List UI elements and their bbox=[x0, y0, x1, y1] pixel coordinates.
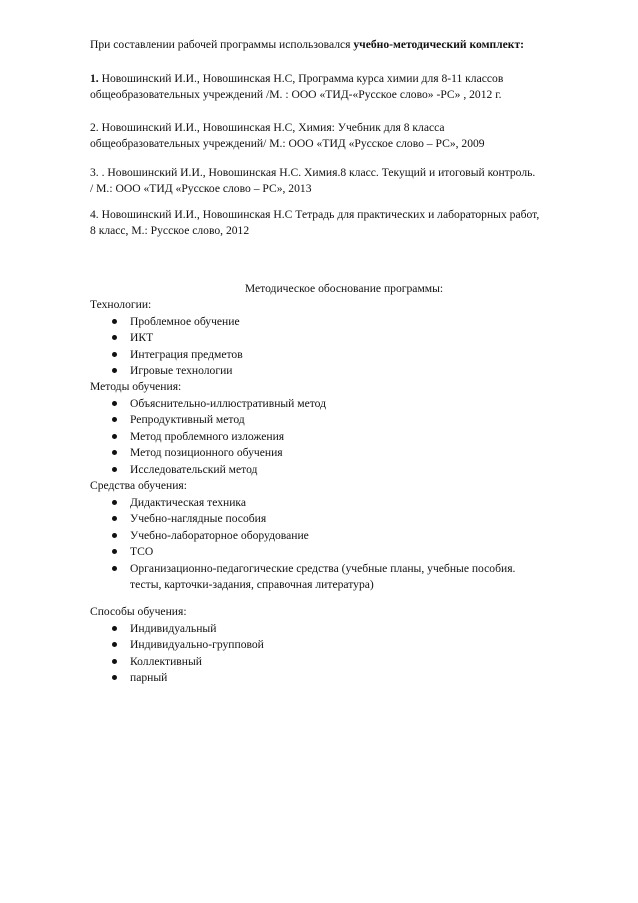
reference-1-line-1: 1. Новошинский И.И., Новошинская Н.С, Программа курса химии для 8-11 классов bbox=[90, 72, 504, 85]
ways-list bbox=[90, 621, 620, 687]
technologies-section bbox=[90, 297, 620, 380]
methods-section bbox=[90, 379, 620, 478]
list-item: Интеграция предметов bbox=[90, 347, 620, 364]
list-item: Метод позиционного обучения bbox=[90, 445, 620, 462]
reference-3-line-1: 3. . Новошинский И.И., Новошинская Н.С. Химия.8 класс. Текущий и итоговый контроль. bbox=[90, 166, 536, 179]
reference-4-line-2: 8 класс, М.: Русское слово, 2012 bbox=[90, 224, 250, 237]
list-item: парный bbox=[90, 670, 620, 687]
means-list bbox=[90, 495, 620, 594]
methods-title: Методы обучения: bbox=[90, 380, 182, 393]
reference-4-number: 4. bbox=[90, 208, 99, 221]
bullet-icon bbox=[112, 549, 117, 554]
reference-1-number: 1. bbox=[90, 72, 99, 85]
bullet-icon bbox=[112, 626, 117, 631]
reference-1-line-2: общеобразовательных учреждений /М. : ООО «ТИД-«Русское слово» -РС» , 2012 г. bbox=[90, 88, 502, 101]
intro-line bbox=[90, 37, 610, 53]
list-item: Исследовательский метод bbox=[90, 462, 620, 479]
bullet-icon bbox=[112, 368, 117, 373]
list-item: ТСО bbox=[90, 544, 620, 561]
bullet-icon bbox=[112, 417, 117, 422]
bullet-icon bbox=[112, 450, 117, 455]
list-item: Коллективный bbox=[90, 654, 620, 671]
list-item: Проблемное обучение bbox=[90, 314, 620, 331]
bullet-icon bbox=[112, 659, 117, 664]
intro-bold: учебно-методический комплект: bbox=[353, 38, 525, 51]
bullet-icon bbox=[112, 335, 117, 340]
bullet-icon bbox=[112, 434, 117, 439]
list-item: Индивидуальный bbox=[90, 621, 620, 638]
list-item: Индивидуально-групповой bbox=[90, 637, 620, 654]
ways-section bbox=[90, 604, 620, 687]
means-title: Средства обучения: bbox=[90, 479, 187, 492]
bullet-icon bbox=[112, 675, 117, 680]
list-item: ИКТ bbox=[90, 330, 620, 347]
bullet-icon bbox=[112, 566, 117, 571]
reference-3-line-2: / М.: ООО «ТИД «Русское слово – РС», 2013 bbox=[90, 182, 312, 195]
section-heading: Методическое обоснование программы: bbox=[244, 282, 444, 295]
ways-title: Способы обучения: bbox=[90, 605, 187, 618]
list-item: Репродуктивный метод bbox=[90, 412, 620, 429]
list-item: Метод проблемного изложения bbox=[90, 429, 620, 446]
reference-2-line-2: общеобразовательных учреждений/ М.: ООО «ТИД «Русское слово – РС», 2009 bbox=[90, 137, 485, 150]
bullet-icon bbox=[112, 500, 117, 505]
technologies-title: Технологии: bbox=[90, 298, 152, 311]
list-item: Организационно-педагогические средства (учебные планы, учебные пособия. тесты, карточки-задания, справочная литература) bbox=[90, 561, 620, 594]
bullet-icon bbox=[112, 319, 117, 324]
intro-text: При составлении рабочей программы использовался bbox=[90, 38, 354, 51]
technologies-list bbox=[90, 314, 620, 380]
reference-3-number: 3. bbox=[90, 166, 99, 179]
reference-2-number: 2. bbox=[90, 121, 99, 134]
bullet-icon bbox=[112, 401, 117, 406]
means-section bbox=[90, 478, 620, 594]
reference-1 bbox=[90, 71, 610, 103]
reference-4 bbox=[90, 207, 610, 239]
list-item: Учебно-лабораторное оборудование bbox=[90, 528, 620, 545]
list-item: Дидактическая техника bbox=[90, 495, 620, 512]
reference-3 bbox=[90, 165, 610, 197]
reference-4-line-1: 4. Новошинский И.И., Новошинская Н.С Тетрадь для практических и лабораторных работ, bbox=[90, 208, 540, 221]
list-item: Игровые технологии bbox=[90, 363, 620, 380]
bullet-icon bbox=[112, 516, 117, 521]
bullet-icon bbox=[112, 467, 117, 472]
list-item: Объяснительно-иллюстративный метод bbox=[90, 396, 620, 413]
reference-2-line-1: 2. Новошинский И.И., Новошинская Н.С, Химия: Учебник для 8 класса bbox=[90, 121, 445, 134]
bullet-icon bbox=[112, 642, 117, 647]
list-item: Учебно-наглядные пособия bbox=[90, 511, 620, 528]
bullet-icon bbox=[112, 352, 117, 357]
reference-2 bbox=[90, 120, 610, 152]
bullet-icon bbox=[112, 533, 117, 538]
methods-list bbox=[90, 396, 620, 479]
